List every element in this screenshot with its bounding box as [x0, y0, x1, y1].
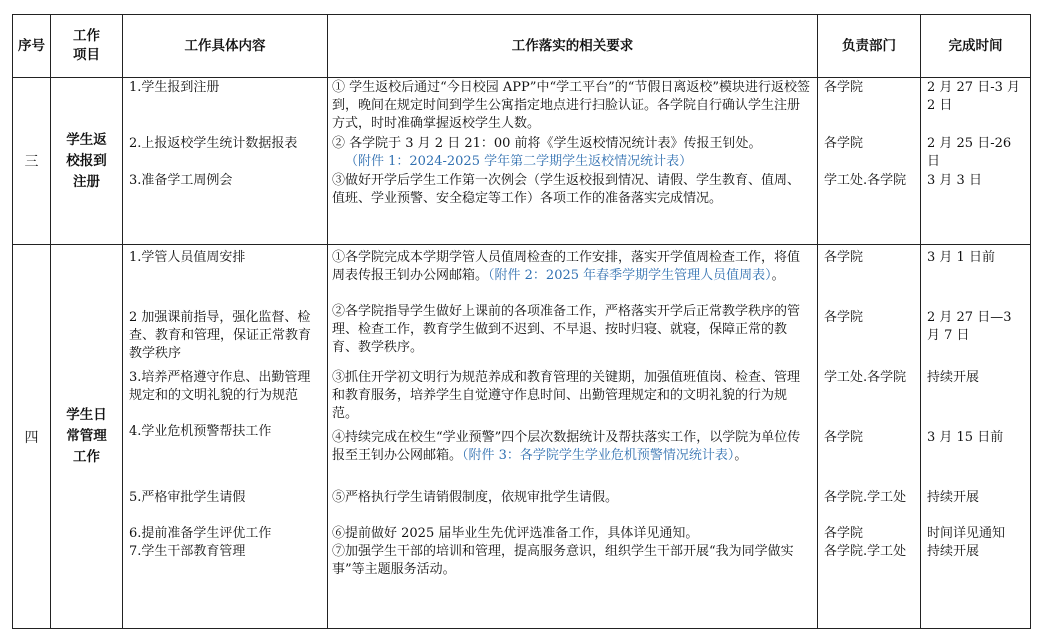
dept-cell — [818, 245, 921, 629]
date-cell — [921, 245, 1031, 629]
attachment-link[interactable]: （附件 2：2025 年春季学期学生管理人员值周表） — [488, 268, 772, 283]
dept-entry: 各学院 — [824, 80, 864, 95]
section-number: 三 — [13, 78, 51, 245]
requirement-entry: ② 各学院于 3 月 2 日 21：00 前将《学生返校情况统计表》传报王钊处。 （附件 1：2024-2025 学年第二学期学生返校情况统计表） — [332, 136, 762, 169]
content-entry: 3.培养严格遵守作息、出勤管理规定和的文明礼貌的行为规范 — [129, 370, 311, 403]
work-plan-table — [12, 14, 1031, 629]
table-row — [13, 78, 1031, 245]
content-cell — [123, 245, 328, 629]
date-entry: 2 月 27 日-3 月 2 日 — [927, 80, 1021, 113]
dept-cell — [818, 78, 921, 245]
header-content: 工作具体内容 — [123, 15, 328, 78]
requirement-entry: ②各学院指导学生做好上课前的各项准备工作，严格落实开学后正常教学秩序的管理、检查工作，教育学生做到不迟到、不早退、按时归寝、就寝，保障正常的教育、教学秩序。 — [332, 304, 801, 355]
content-entry: 5.严格审批学生请假 — [129, 490, 246, 505]
content-cell — [123, 78, 328, 245]
table-header-row — [13, 15, 1031, 78]
requirement-entry: ①各学院完成本学期学管人员值周检查的工作安排，落实开学值周检查工作，将值周表传报王钊办公网邮箱。（附件 2：2025 年春季学期学生管理人员值周表）。 — [332, 250, 801, 283]
dept-entry: 各学院.学工处 — [824, 544, 907, 559]
date-entry: 3 月 3 日 — [927, 173, 982, 188]
content-entry: 6.提前准备学生评优工作 — [129, 526, 272, 541]
table-row — [13, 245, 1031, 629]
dept-entry: 学工处.各学院 — [824, 173, 907, 188]
dept-entry: 各学院 — [824, 136, 864, 151]
dept-entry: 各学院 — [824, 250, 864, 265]
content-entry: 1.学生报到注册 — [129, 80, 220, 95]
requirements-cell — [328, 78, 818, 245]
content-entry: 7.学生干部教育管理 — [129, 544, 246, 559]
section-item: 学生日 常管理 工作 — [51, 245, 123, 629]
dept-entry: 各学院 — [824, 526, 864, 541]
requirement-entry: ⑤严格执行学生请销假制度，依规审批学生请假。 — [332, 490, 619, 505]
requirement-entry: ③做好开学后学生工作第一次例会（学生返校报到情况、请假、学生教育、值周、值班、学业预警、安全稳定等工作）各项工作的准备落实完成情况。 — [332, 173, 801, 206]
header-requirements: 工作落实的相关要求 — [328, 15, 818, 78]
dept-entry: 各学院 — [824, 310, 864, 325]
attachment-link[interactable]: （附件 3：各学院学生学业危机预警情况统计表） — [462, 448, 735, 463]
date-entry: 持续开展 — [927, 370, 980, 385]
attachment-link[interactable]: （附件 1：2024-2025 学年第二学期学生返校情况统计表） — [345, 154, 693, 169]
header-item: 工作 项目 — [51, 15, 123, 78]
requirement-entry: ③抓住开学初文明行为规范养成和教育管理的关键期，加强值班值岗、检查、管理和教育服务，培养学生自觉遵守作息时间、出勤管理规定和的文明礼貌的行为规范。 — [332, 370, 801, 421]
requirements-cell — [328, 245, 818, 629]
header-no: 序号 — [13, 15, 51, 78]
content-entry: 3.准备学工周例会 — [129, 173, 233, 188]
content-entry: 2.上报返校学生统计数据报表 — [129, 136, 298, 151]
dept-entry: 学工处.各学院 — [824, 370, 907, 385]
content-entry: 4.学业危机预警帮扶工作 — [129, 424, 272, 439]
date-entry: 持续开展 — [927, 490, 980, 505]
date-entry: 2 月 27 日—3 月 7 日 — [927, 310, 1012, 343]
header-date: 完成时间 — [921, 15, 1031, 78]
content-entry: 1.学管人员值周安排 — [129, 250, 246, 265]
requirement-entry: ⑦加强学生干部的培训和管理，提高服务意识，组织学生干部开展“我为同学做实事”等主题服务活动。 — [332, 544, 794, 577]
section-number: 四 — [13, 245, 51, 629]
section-item: 学生返 校报到 注册 — [51, 78, 123, 245]
requirement-entry: ⑥提前做好 2025 届毕业生先优评选准备工作，具体详见通知。 — [332, 526, 699, 541]
requirement-entry: ① 学生返校后通过“今日校园 APP”中“学工平台”的“节假日离返校”模块进行返校签到，晚间在规定时间到学生公寓指定地点进行扫脸认证。各学院自行确认学生注册方式，时时准确掌握返校学生人数。 — [332, 80, 811, 131]
date-entry: 时间详见通知 — [927, 526, 1006, 541]
date-entry: 持续开展 — [927, 544, 980, 559]
content-entry: 2 加强课前指导，强化监督、检查、教育和管理，保证正常教育教学秩序 — [129, 310, 312, 361]
dept-entry: 各学院.学工处 — [824, 490, 907, 505]
requirement-entry: ④持续完成在校生“学业预警”四个层次数据统计及帮扶落实工作，以学院为单位传报至王钊办公网邮箱。（附件 3：各学院学生学业危机预警情况统计表）。 — [332, 430, 801, 463]
date-entry: 3 月 1 日前 — [927, 250, 995, 265]
dept-entry: 各学院 — [824, 430, 864, 445]
header-dept: 负责部门 — [818, 15, 921, 78]
date-entry: 2 月 25 日-26 日 — [927, 136, 1012, 169]
date-entry: 3 月 15 日前 — [927, 430, 1004, 445]
date-cell — [921, 78, 1031, 245]
